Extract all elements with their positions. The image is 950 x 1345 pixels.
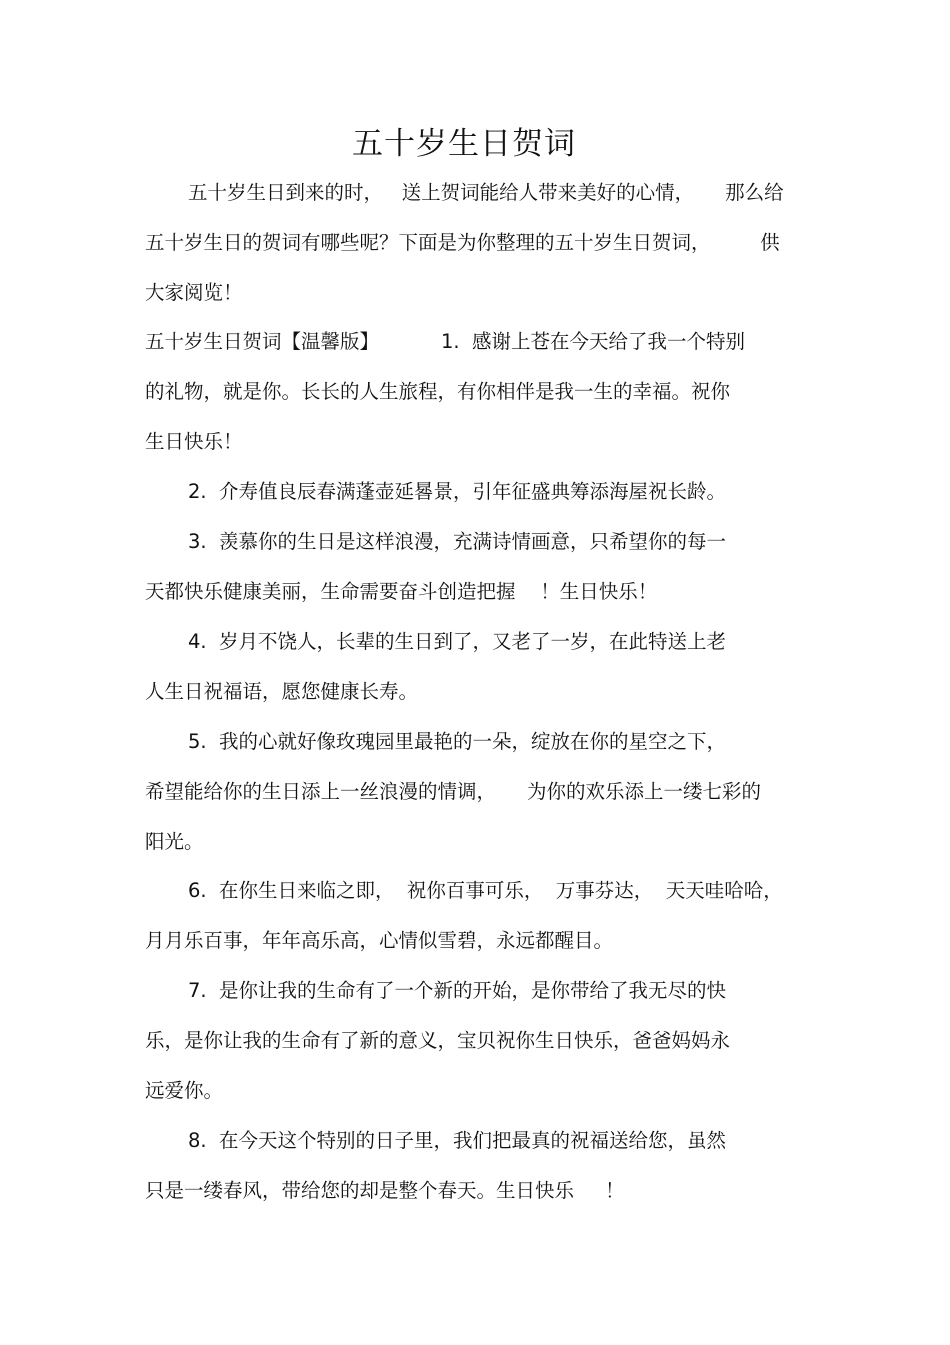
text-line: 3. 羡慕你的生日是这样浪漫，充满诗情画意，只希望你的每一 bbox=[188, 530, 727, 553]
text-line: 生日快乐！ bbox=[145, 430, 243, 453]
text-line: 的礼物，就是你。长长的人生旅程，有你相伴是我一生的幸福。祝你 bbox=[145, 380, 731, 403]
text-line: 4. 岁月不饶人，长辈的生日到了，又老了一岁，在此特送上老 bbox=[188, 630, 727, 653]
text-line: 7. 是你让我的生命有了一个新的开始，是你带给了我无尽的快 bbox=[188, 979, 727, 1002]
text-line: 月月乐百事，年年高乐高，心情似雪碧，永远都醒目。 bbox=[145, 929, 614, 952]
document-title: 五十岁生日贺词 bbox=[352, 126, 576, 162]
text-line: 只是一缕春风，带给您的却是整个春天。生日快乐 ！ bbox=[145, 1179, 625, 1202]
text-line: 大家阅览！ bbox=[145, 281, 243, 304]
text-line: 2. 介寿值良辰春满蓬壶延晷景，引年征盛典筹添海屋祝长龄。 bbox=[188, 480, 727, 503]
text-line: 阳光。 bbox=[145, 830, 204, 853]
text-line: 5. 我的心就好像玫瑰园里最艳的一朵，绽放在你的星空之下， bbox=[188, 730, 727, 753]
text-line: 6. 在你生日来临之即， 祝你百事可乐， 万事芬达， 天天哇哈哈， bbox=[188, 879, 783, 902]
text-line: 8. 在今天这个特别的日子里，我们把最真的祝福送给您，虽然 bbox=[188, 1129, 727, 1152]
text-line: 五十岁生日贺词【温馨版】 1. 感谢上苍在今天给了我一个特别 bbox=[145, 330, 745, 353]
text-line: 五十岁生日到来的时， 送上贺词能给人带来美好的心情， 那么给 bbox=[188, 181, 784, 204]
text-line: 远爱你。 bbox=[145, 1079, 224, 1102]
text-line: 希望能给你的生日添上一丝浪漫的情调， 为你的欢乐添上一缕七彩的 bbox=[145, 780, 761, 803]
text-line: 乐，是你让我的生命有了新的意义，宝贝祝你生日快乐，爸爸妈妈永 bbox=[145, 1029, 731, 1052]
text-line: 天都快乐健康美丽，生命需要奋斗创造把握 ！生日快乐！ bbox=[145, 580, 658, 603]
text-line: 人生日祝福语，愿您健康长寿。 bbox=[145, 680, 419, 703]
text-line: 五十岁生日的贺词有哪些呢？下面是为你整理的五十岁生日贺词， 供 bbox=[145, 231, 780, 254]
